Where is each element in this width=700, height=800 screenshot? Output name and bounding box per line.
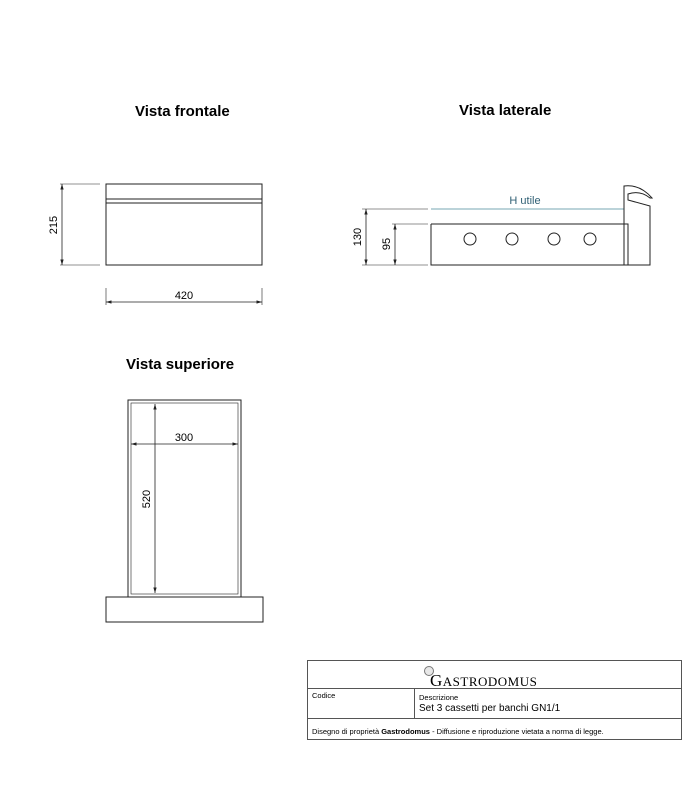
side-view-hole-2 [506,233,518,245]
descrizione-value: Set 3 cassetti per banchi GN1/1 [419,703,561,714]
footer-company: Gastrodomus [381,727,430,736]
company-logo-rest: ASTRODOMUS [442,674,538,689]
codice-cell [308,689,415,718]
side-view-title: Vista laterale [459,102,552,119]
side-view [362,186,652,265]
top-width-label: 300 [174,432,194,444]
side-view-hole-1 [464,233,476,245]
side-view-hole-4 [584,233,596,245]
company-logo-initial: G [430,671,443,690]
title-block-footer [312,727,604,736]
footer-suffix: - Diffusione e riproduzione vietata a norma di legge. [429,727,604,736]
side-inner-height-label: 95 [381,237,393,251]
side-total-height-label: 130 [352,227,364,247]
side-view-drawer-body [431,224,628,265]
company-logo-text [430,671,537,691]
footer-prefix: Disegno di proprietà [312,727,382,736]
descrizione-label: Descrizione [419,693,459,702]
side-view-hole-3 [548,233,560,245]
top-depth-label: 520 [141,489,153,509]
top-view-front-panel [106,597,263,622]
front-view [60,184,262,305]
title-block-logo-row [308,661,681,689]
title-block-info-row [308,689,681,719]
front-view-title: Vista frontale [135,103,230,120]
top-view-title: Vista superiore [126,356,235,373]
codice-label: Codice [312,691,336,700]
title-block [307,660,682,740]
front-height-label: 215 [48,215,60,235]
front-view-body [106,184,262,265]
front-width-label: 420 [174,290,194,302]
usable-height-label: H utile [509,195,541,207]
